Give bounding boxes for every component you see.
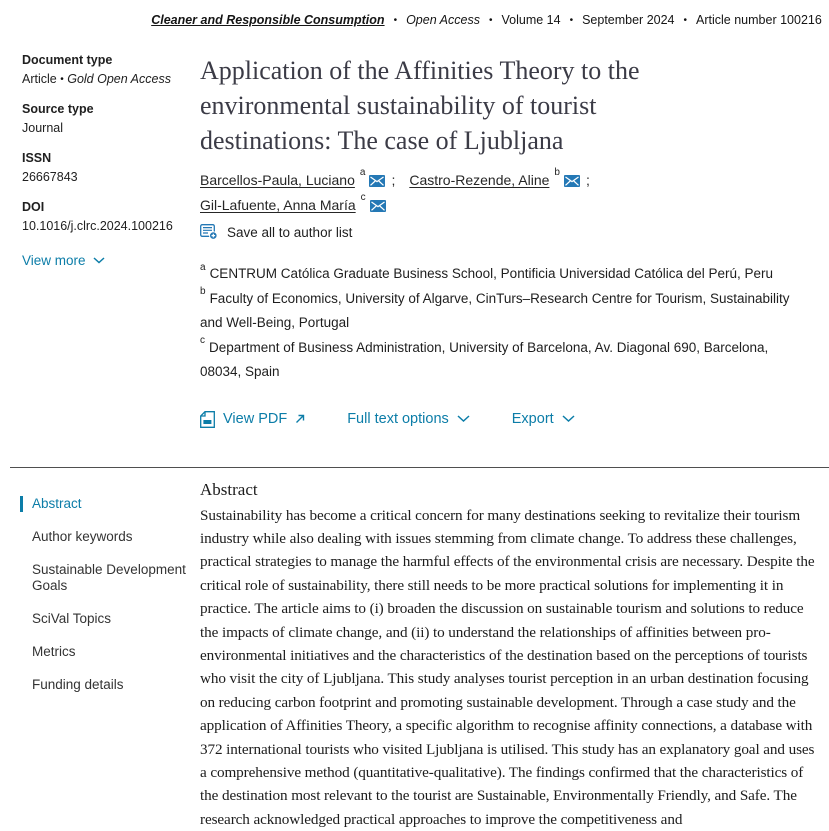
separator-dot: •	[570, 15, 574, 26]
full-text-options-button[interactable]: Full text options	[347, 411, 470, 427]
external-link-arrow-icon	[295, 414, 305, 424]
separator-dot: •	[394, 15, 398, 26]
nav-item-funding-details[interactable]: Funding details	[20, 677, 200, 693]
article-title: Application of the Affinities Theory to the environmental sustainability of tourist destinations: The case of Ljubljana	[200, 53, 725, 158]
separator-dot: •	[684, 15, 688, 26]
author-list	[200, 172, 817, 213]
separator-dot: •	[489, 15, 493, 26]
email-envelope-icon[interactable]	[369, 175, 385, 187]
gold-open-access-badge: Gold Open Access	[67, 72, 171, 86]
view-pdf-button[interactable]: View PDF	[200, 411, 305, 428]
affiliation: $^b$ Faculty of Economics, University of Algarve, CinTurs–Research Centre for Tourism, Sustainability and Well-Being, Portugal	[200, 287, 802, 336]
affiliation-list	[200, 262, 802, 385]
affiliation: $^c$ Department of Business Administration, University of Barcelona, Av. Diagonal 690, Barcelona, 08034, Spain	[200, 336, 802, 385]
export-button[interactable]: Export	[512, 411, 575, 427]
chevron-down-icon	[457, 415, 470, 423]
email-envelope-icon[interactable]	[564, 175, 580, 187]
doi-label: DOI	[22, 200, 200, 214]
abstract-heading: Abstract	[200, 480, 817, 500]
chevron-down-icon	[93, 257, 105, 264]
email-envelope-icon[interactable]	[370, 200, 386, 212]
source-header	[72, 0, 829, 27]
document-type-value: Article • Gold Open Access	[22, 72, 200, 86]
nav-item-author-keywords[interactable]: Author keywords	[20, 529, 200, 545]
separator-dot: •	[60, 74, 64, 85]
issn-label: ISSN	[22, 151, 200, 165]
nav-item-scival-topics[interactable]: SciVal Topics	[20, 611, 200, 627]
list-add-icon	[200, 224, 218, 240]
document-body-section	[0, 468, 829, 831]
view-more-button[interactable]: View more	[22, 253, 105, 268]
document-type-label: Document type	[22, 53, 200, 67]
nav-item-sustainable-development-goals[interactable]: Sustainable Development Goals	[20, 562, 200, 594]
author-row	[200, 172, 817, 188]
article-header	[200, 53, 829, 428]
author-link[interactable]: Barcellos-Paula, Luciano a	[200, 172, 365, 188]
nav-item-metrics[interactable]: Metrics	[20, 644, 200, 660]
document-header-section	[0, 53, 829, 428]
metadata-panel	[0, 53, 200, 428]
article-number-label: Article number 100216	[696, 13, 822, 27]
author-separator: ;	[391, 172, 395, 188]
volume-label: Volume 14	[501, 13, 560, 27]
nav-item-abstract[interactable]: Abstract	[20, 496, 200, 512]
author-link[interactable]: Gil-Lafuente, Anna María c	[200, 197, 366, 213]
abstract-text: Sustainability has become a critical concern for many destinations seeking to revitalize their tourism industry while also dealing with issues stemming from climate change. To address these challenges, practical strategies to manage the harmful effects of the environmental crisis are necessary. Despite the critical role of sustainability, there still needs to be more practical solutions for implementing it in practice. The article aims to (i) broaden the discussion on sustainable tourism and solutions to reduce the impacts of climate change, and (ii) to understand the relationships of affinities between pro-environmental initiatives and the characteristics of the destination based on the perceptions of tourists who visit the city of Ljubljana. This study analyses tourist perception in an urban destination focusing on reducing carbon footprint and promoting sustainable development. Through a case study and the application of Affinities Theory, a specific algorithm to recognise affinity connections, a database with 372 international tourists who visited Ljubljana is utilised. This study has an explanatory goal and uses a comprehensive method (quantitative-qualitative). The findings confirmed that the characteristics of the destination most relevant to the tourist are Sustainable, Environmentally Friendly, and Safe. The research acknowledged practical approaches to improve the competitiveness and	[200, 504, 817, 831]
issue-date-label: September 2024	[582, 13, 674, 27]
action-toolbar	[200, 411, 817, 428]
section-nav	[0, 468, 200, 831]
journal-title-link[interactable]: Cleaner and Responsible Consumption	[151, 13, 384, 27]
chevron-down-icon	[562, 415, 575, 423]
abstract-section	[200, 468, 829, 831]
open-access-label: Open Access	[406, 13, 480, 27]
issn-value: 26667843	[22, 170, 200, 184]
affiliation: $^a$ CENTRUM Católica Graduate Business School, Pontificia Universidad Católica del Perú, Peru	[200, 262, 802, 287]
author-row	[200, 197, 817, 213]
source-type-value: Journal	[22, 121, 200, 135]
source-type-label: Source type	[22, 102, 200, 116]
doi-value: 10.1016/j.clrc.2024.100216	[22, 219, 200, 233]
author-separator: ;	[586, 172, 590, 188]
pdf-document-icon	[200, 411, 215, 428]
save-all-to-author-list-button[interactable]: Save all to author list	[200, 224, 352, 240]
author-link[interactable]: Castro-Rezende, Aline b	[409, 172, 560, 188]
